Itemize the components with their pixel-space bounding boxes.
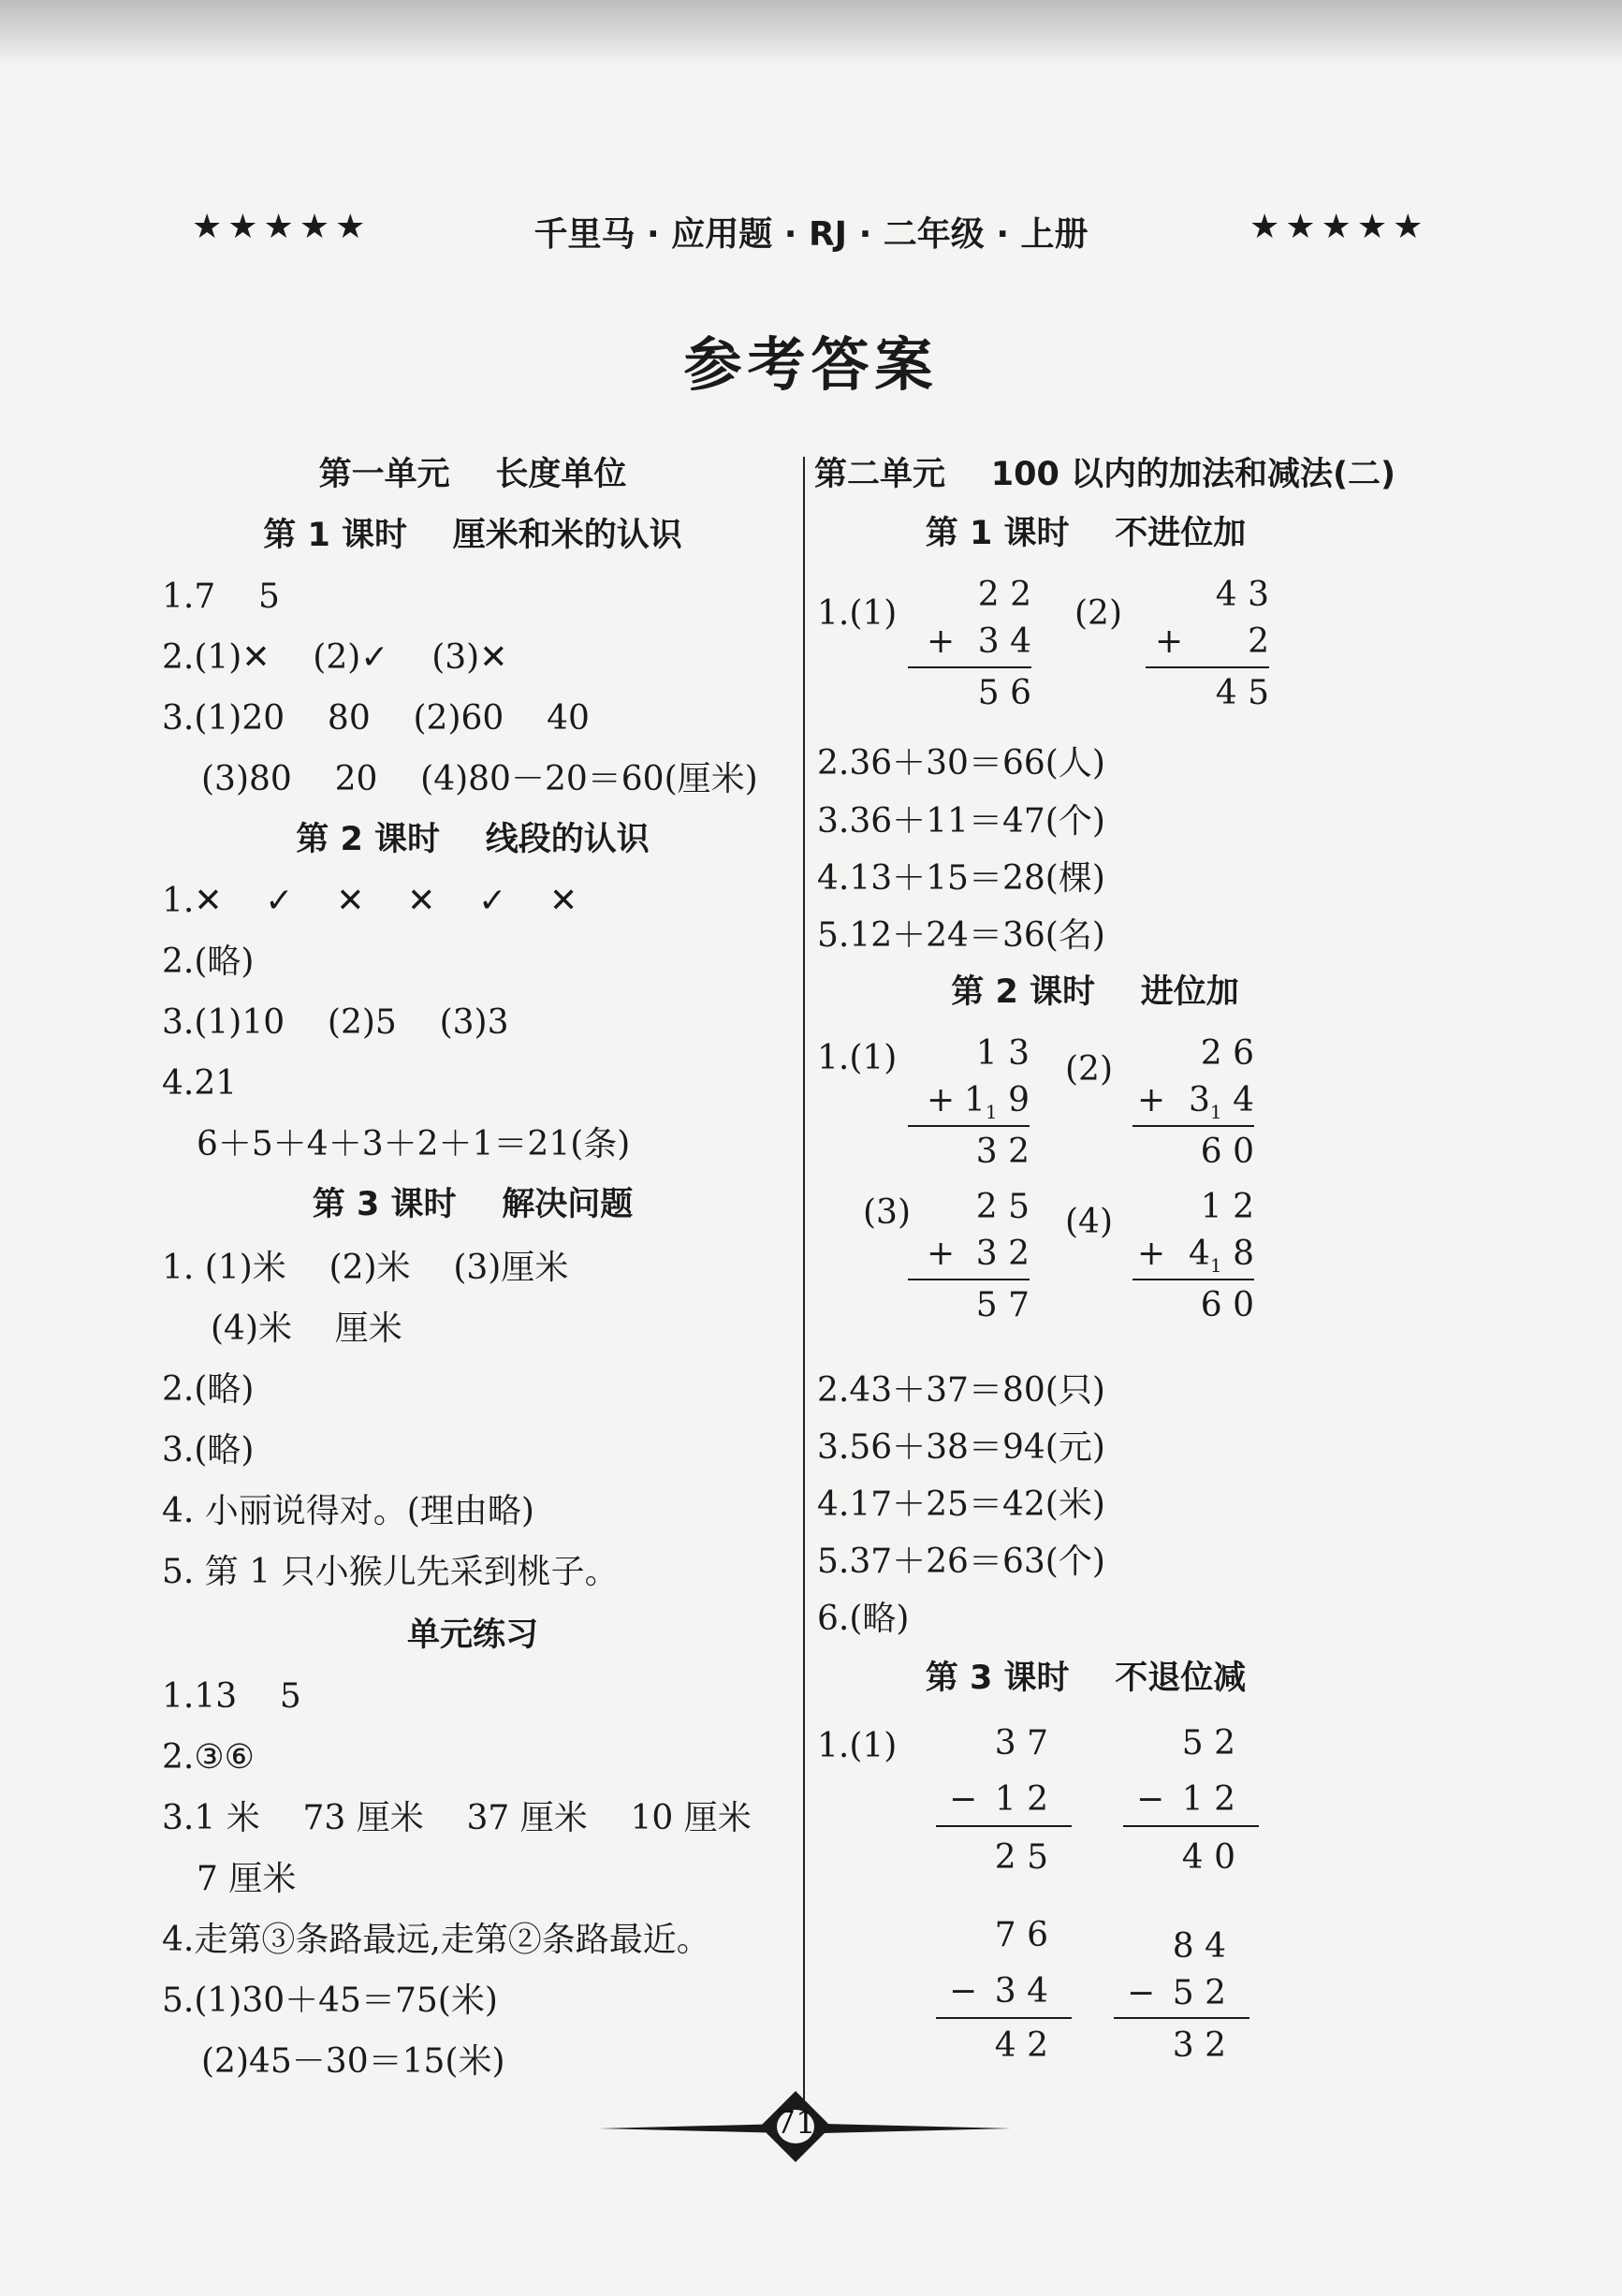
page-title: 参考答案 [683,330,939,399]
calc-top: 2 2 [977,576,1031,614]
calc-top: 7 6 [994,1916,1048,1954]
calc-bottom: 5 2 [1172,1974,1226,2012]
calc-operator: + [927,622,956,661]
lesson1-title: 第 1 课时 厘米和米的认识 [263,517,682,554]
answer-line: 3.36＋11＝47(个) [817,802,1105,841]
calc-operator: + [927,1081,956,1119]
carry-digit: 1 [1209,1101,1222,1123]
calc-digit: 8 [1233,1235,1254,1273]
calc-digit: 4 [1233,1081,1254,1119]
question-label: (2) [1074,594,1122,633]
calc-top: 1 2 [1200,1188,1254,1226]
calc-top: 8 4 [1172,1927,1226,1966]
vertical-calc [1114,1927,1249,2065]
answer-line: 1.✕ ✓ ✕ ✕ ✓ ✕ [162,882,578,920]
book-title: 千里马 · 应用题 · RJ · 二年级 · 上册 [533,215,1089,254]
answer-line: 1.7 5 [162,578,280,616]
lesson3-title: 第 3 课时 解决问题 [312,1186,634,1223]
calc-line [936,2017,1072,2019]
answer-line: 2.③⑥ [162,1738,255,1777]
calc-top: 1 3 [975,1034,1030,1073]
answer-line: 4.13＋15＝28(棵) [817,859,1105,898]
vertical-calc [936,1916,1072,2065]
lesson3-title-right: 第 3 课时 不退位减 [925,1660,1247,1697]
answer-line: 2.(略) [162,943,255,981]
answer-line: 3.56＋38＝94(元) [817,1428,1105,1467]
answer-line: 3.(1)10 (2)5 (3)3 [162,1003,509,1042]
question-label: 1.(1) [817,1727,898,1765]
answer-line: (2)45－30＝15(米) [201,2042,505,2081]
answer-line: 5.(1)30＋45＝75(米) [162,1982,498,2020]
calc-operator: + [927,1235,956,1273]
answer-line: 3.(1)20 80 (2)60 40 [162,699,590,738]
answer-line: 5.37＋26＝63(个) [817,1543,1105,1581]
calc-operator: − [949,1972,978,2011]
vertical-calc [1146,576,1269,712]
answer-line: (3)80 20 (4)80－20＝60(厘米) [201,760,758,798]
vertical-calc [1132,1188,1254,1324]
calc-top: 5 2 [1181,1724,1235,1762]
lesson1-title-right: 第 1 课时 不进位加 [925,515,1247,552]
answer-line: 6＋5＋4＋3＋2＋1＝21(条) [197,1125,631,1163]
calc-digit: 4 [1189,1235,1210,1273]
calc-bottom: 1 2 [1181,1780,1235,1819]
vertical-calc [936,1724,1072,1877]
calc-bottom: 3 2 [975,1235,1030,1273]
answer-line: 2.36＋30＝66(人) [817,744,1105,782]
calc-digit: 9 [1008,1081,1030,1119]
calc-top: 4 3 [1215,576,1269,614]
calc-top: 2 5 [975,1188,1030,1226]
calc-line [1114,2017,1249,2019]
calc-operator: − [1136,1780,1165,1819]
calc-bottom [1189,1081,1254,1123]
calc-line [936,1825,1072,1827]
calc-top: 3 7 [994,1724,1048,1762]
calc-bottom [1189,1235,1254,1277]
calc-operator: − [949,1780,978,1819]
calc-result: 4 2 [994,2026,1048,2065]
question-label: (3) [863,1193,911,1232]
answer-line: 2.(1)✕ (2)✓ (3)✕ [162,638,508,677]
lesson2-title-right: 第 2 课时 进位加 [951,973,1239,1011]
page-number: 71 [775,2104,816,2142]
calc-result: 3 2 [975,1133,1030,1171]
question-label: 1.(1) [817,594,898,633]
stars-right: ★★★★★ [1249,208,1429,246]
calc-line [1132,1125,1254,1127]
answer-line: 6.(略) [817,1600,910,1638]
vertical-calc [908,1034,1030,1171]
calc-line [1132,1279,1254,1280]
calc-line [908,1125,1030,1127]
vertical-calc [908,576,1031,712]
calc-digit: 1 [964,1081,986,1119]
calc-bottom: 1 2 [994,1780,1048,1819]
column-divider [803,457,805,2123]
answer-line: 4.走第③条路最远,走第②条路最近。 [162,1921,710,1959]
page-header [0,208,1622,264]
answer-line: 2.(略) [162,1370,255,1409]
calc-result: 6 0 [1200,1286,1254,1324]
answer-line: 3.1 米 73 厘米 37 厘米 10 厘米 [162,1799,752,1837]
calc-result: 6 0 [1200,1133,1254,1171]
vertical-calc [1123,1724,1259,1877]
calc-bottom: 3 4 [977,622,1031,661]
unit1-title: 第一单元 长度单位 [318,456,627,493]
calc-line [908,666,1031,668]
calc-line [908,1279,1030,1280]
question-label: 1.(1) [817,1039,898,1077]
answer-line: 5. 第 1 只小猴儿先采到桃子。 [162,1553,619,1591]
calc-operator: + [1137,1235,1166,1273]
calc-result: 5 7 [975,1286,1030,1324]
answer-line: 2.43＋37＝80(只) [817,1371,1105,1410]
calc-result: 2 5 [994,1838,1048,1877]
practice-title: 单元练习 [406,1616,538,1654]
calc-bottom [964,1081,1030,1123]
question-label: (4) [1065,1203,1113,1241]
answer-line: 4.17＋25＝42(米) [817,1485,1105,1524]
answer-line: 3.(略) [162,1431,255,1470]
calc-bottom: 2 [1248,622,1269,661]
calc-operator: + [1137,1081,1166,1119]
answer-line: 5.12＋24＝36(名) [817,916,1105,955]
answer-line: 1.13 5 [162,1677,301,1716]
answer-line: 4. 小丽说得对。(理由略) [162,1492,534,1530]
calc-result: 4 0 [1181,1838,1235,1877]
vertical-calc [908,1188,1030,1324]
calc-line [1146,666,1269,668]
carry-digit: 1 [1209,1254,1222,1277]
calc-line [1123,1825,1259,1827]
calc-operator: + [1155,622,1184,661]
vertical-calc [1132,1034,1254,1171]
lesson2-title: 第 2 课时 线段的认识 [296,821,650,858]
calc-bottom: 3 4 [994,1972,1048,2011]
scan-top-shadow [0,0,1622,66]
calc-digit: 3 [1189,1081,1210,1119]
carry-digit: 1 [985,1101,998,1123]
answer-line: 4.21 [162,1064,238,1103]
answer-line: 7 厘米 [197,1860,297,1898]
calc-operator: − [1127,1974,1156,2012]
stars-left: ★★★★★ [192,208,372,246]
unit2-title: 第二单元 100 以内的加法和减法(二) [814,456,1396,493]
calc-result: 5 6 [977,674,1031,712]
calc-top: 2 6 [1200,1034,1254,1073]
question-label: (2) [1065,1050,1113,1089]
answer-line: 1. (1)米 (2)米 (3)厘米 [162,1249,569,1287]
calc-result: 4 5 [1215,674,1269,712]
calc-result: 3 2 [1172,2026,1226,2065]
answer-line: (4)米 厘米 [211,1309,402,1348]
